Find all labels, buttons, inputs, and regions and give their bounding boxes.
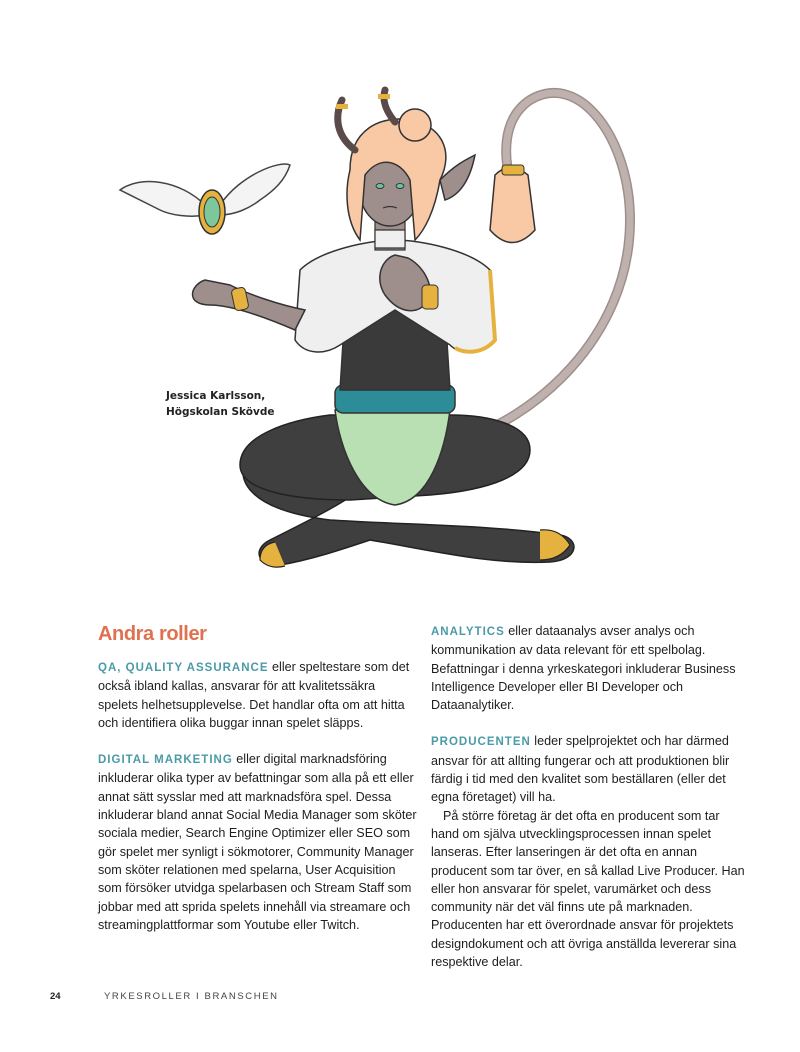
column-left — [98, 622, 418, 934]
paragraph-qa — [98, 658, 418, 732]
character-illustration — [110, 80, 690, 580]
keyword-digital-marketing: DIGITAL MARKETING — [98, 754, 233, 767]
winged-orb — [120, 164, 290, 234]
text-digital-marketing: eller digital marknadsföring inkluderar olika typer av befattningar som alla på ett eller annat sätt sysslar med att marknadsföra spel. Dessa inkluderar bland annat Social Media Manager som sköter sociala medier, Search Engine Optimizer eller SEO som gör spelet mer synligt i sökmotorer, Community Manager som sköter relationen med spelarna, User Acquisition som försöker utvidga spelarbasen och Stream Staff som jobbar med att sprida spelets innehåll via streamare och streamingplattformar som Youtube eller Twitch. — [98, 752, 417, 932]
running-title: YRKESROLLER I BRANSCHEN — [104, 991, 279, 1002]
keyword-qa: QA, QUALITY ASSURANCE — [98, 662, 269, 674]
tail-tuft — [490, 168, 535, 243]
column-right — [431, 622, 751, 971]
paragraph-analytics — [431, 622, 751, 714]
text-analytics: eller dataanalys avser analys och kommunikation av data relevant för ett spelbolag. Befattningar i denna yrkeskategori inkluderar Business Intelligence Developer eller BI Developer och Dataanalytiker. — [431, 624, 736, 713]
credit-name: Jessica Karlsson, — [166, 390, 266, 402]
keyword-producer: PRODUCENTEN — [431, 736, 531, 749]
credit-school: Högskolan Skövde — [166, 406, 275, 418]
paragraph-digital-marketing — [98, 750, 418, 934]
illustration-credit — [166, 388, 274, 420]
text-producer: leder spelprojektet och har därmed ansvar för att allting fungerar och att produktionen blir färdig i tid med den kvalitet som beställaren (eller det egna företaget) vill ha. — [431, 734, 730, 805]
paragraph-producer-2: På större företag är det ofta en producent som tar hand om själva utvecklingsprocessen innan spelet lanseras. Efter lanseringen är det ofta en annan producent som tar över, en så kallad Live Producer. Han eller hon ansvarar för spelet, varumärket och dess community när det väl finns ute på marknaden. Producenten har ett överordnade ansvar för projektets designdokument och att övriga anställda levererar sina respektive delar. — [431, 808, 745, 970]
keyword-analytics: ANALYTICS — [431, 626, 505, 638]
section-heading: Andra roller — [98, 623, 207, 645]
page-number: 24 — [50, 991, 61, 1002]
paragraph-producer — [431, 732, 751, 806]
text-qa: eller speltestare som det också ibland kallas, ansvarar för att kvalitetssäkra spelets helhetsupplevelse. Det handlar ofta om att hitta och identifiera olika buggar innan spelet släpps. — [98, 660, 410, 730]
